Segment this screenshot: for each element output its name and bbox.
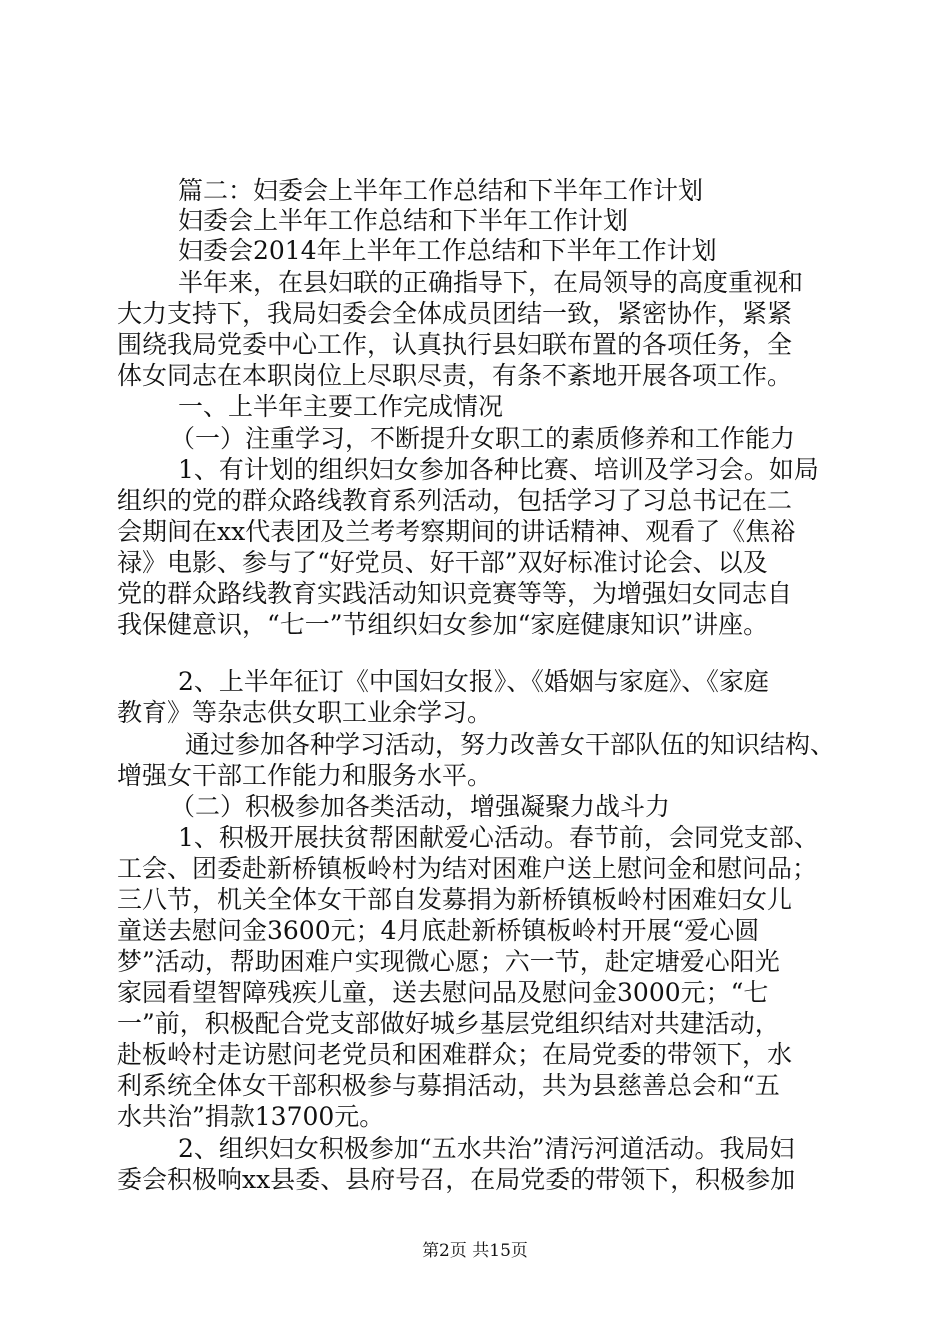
page-footer: 第2页 共15页: [422, 1241, 528, 1261]
paragraph-line: 通过参加各种学习活动，努力改善女干部队伍的知识结构、: [185, 730, 836, 759]
paragraph-line: 组织的党的群众路线教育系列活动，包括学习了习总书记在二: [117, 486, 793, 515]
paragraph-line: 体女同志在本职岗位上尽职尽责，有条不紊地开展各项工作。: [117, 361, 793, 390]
subsection-title: （一）注重学习，不断提升女职工的素质修养和工作能力: [170, 424, 796, 453]
paragraph-line: 2、组织妇女积极参加“五水共治”清污河道活动。我局妇: [178, 1134, 795, 1163]
paragraph-line: 利系统全体女干部积极参与募捐活动，共为县慈善总会和“五: [117, 1071, 780, 1100]
paragraph-line: 水共治”捐款13700元。: [117, 1102, 385, 1131]
document-subtitle: 妇委会2014年上半年工作总结和下半年工作计划: [178, 236, 717, 265]
paragraph-line: 我保健意识，“七一”节组织妇女参加“家庭健康知识”讲座。: [117, 610, 769, 639]
paragraph-line: 2、上半年征订《中国妇女报》、《婚姻与家庭》、《家庭: [178, 667, 769, 696]
document-title: 妇委会上半年工作总结和下半年工作计划: [178, 206, 629, 235]
paragraph-line: 教育》等杂志供女职工业余学习。: [117, 698, 493, 727]
paragraph-line: 大力支持下，我局妇委会全体成员团结一致，紧密协作，紧紧: [117, 299, 793, 328]
paragraph-line: 三八节，机关全体女干部自发募捐为新桥镇板岭村困难妇女儿: [117, 885, 793, 914]
paragraph-line: 家园看望智障残疾儿童，送去慰问品及慰问金3000元；“七: [117, 978, 769, 1007]
paragraph-line: 增强女干部工作能力和服务水平。: [117, 761, 493, 790]
section-title: 一、上半年主要工作完成情况: [178, 392, 504, 421]
paragraph-line: 党的群众路线教育实践活动知识竞赛等等，为增强妇女同志自: [117, 579, 793, 608]
paragraph-line: 梦”活动，帮助困难户实现微心愿；六一节，赴定塘爱心阳光: [117, 947, 780, 976]
paragraph-line: 1、有计划的组织妇女参加各种比赛、培训及学习会。如局: [178, 455, 819, 484]
paragraph-line: 围绕我局党委中心工作，认真执行县妇联布置的各项任务，全: [117, 330, 793, 359]
paragraph-line: 工会、团委赴新桥镇板岭村为结对困难户送上慰问金和慰问品；: [117, 854, 818, 883]
paragraph-line: 一”前，积极配合党支部做好城乡基层党组织结对共建活动，: [117, 1009, 780, 1038]
paragraph-line: 童送去慰问金3600元；4月底赴新桥镇板岭村开展“爱心圆: [117, 916, 760, 945]
paragraph-line: 会期间在xx代表团及兰考考察期间的讲话精神、观看了《焦裕: [117, 517, 796, 546]
paragraph-line: 委会积极响xx县委、县府号召，在局党委的带领下，积极参加: [117, 1165, 796, 1194]
paragraph-line: 1、积极开展扶贫帮困献爱心活动。春节前，会同党支部、: [178, 823, 819, 852]
subsection-title: （二）积极参加各类活动，增强凝聚力战斗力: [170, 792, 671, 821]
paragraph-line: 赴板岭村走访慰问老党员和困难群众；在局党委的带领下，水: [117, 1040, 793, 1069]
section-heading: 篇二：妇委会上半年工作总结和下半年工作计划: [178, 176, 704, 205]
paragraph-line: 禄》电影、参与了“好党员、好干部”双好标准讨论会、以及: [117, 548, 768, 577]
paragraph-line: 半年来，在县妇联的正确指导下，在局领导的高度重视和: [178, 268, 804, 297]
